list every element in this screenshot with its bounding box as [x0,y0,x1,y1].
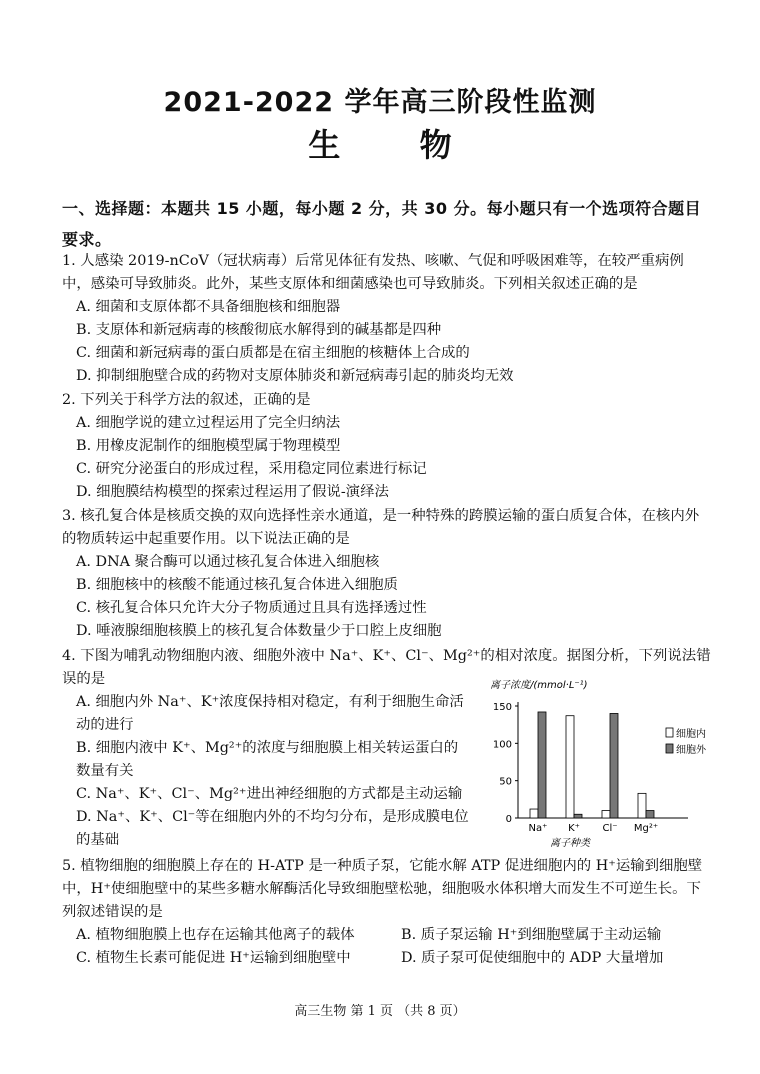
bar-extracellular [574,814,582,818]
question-stem-line2: 误的是 [62,671,106,687]
x-tick-label: Cl⁻ [602,823,618,834]
legend-label: 细胞内 [676,729,706,740]
option-d: D. 细胞膜结构模型的探索过程运用了假说-演绎法 [76,484,389,500]
option-c: C. 研究分泌蛋白的形成过程，采用稳定同位素进行标记 [76,461,427,477]
subject-title: 生 物 [308,126,486,164]
ion-concentration-chart [480,672,720,850]
y-tick-label: 100 [492,739,512,751]
option-c: C. 植物生长素可能促进 H⁺运输到细胞壁中 [76,950,351,966]
option-c: C. 核孔复合体只允许大分子物质通过且具有选择透过性 [76,600,427,616]
x-tick-label: Na⁺ [528,823,548,834]
option-a: A. 细菌和支原体都不具备细胞核和细胞器 [76,299,341,315]
option-b: B. 支原体和新冠病毒的核酸彻底水解得到的碱基都是四种 [76,322,442,338]
bar-extracellular [646,811,654,818]
option-d: D. 唾液腺细胞核膜上的核孔复合体数量少于口腔上皮细胞 [76,623,442,639]
page-footer: 高三生物 第 1 页 （共 8 页） [294,1004,466,1019]
legend-swatch [666,728,673,737]
y-tick-label: 150 [492,702,512,713]
bar-extracellular [538,712,546,818]
option-a: A. DNA 聚合酶可以通过核孔复合体进入细胞核 [76,554,380,570]
question-2 [62,389,712,504]
question-stem: 5. 植物细胞的细胞膜上存在的 H-ATP 是一种质子泵，它能水解 ATP 促进细胞内的 H⁺运输到细胞壁中，H⁺使细胞壁中的某些多糖水解酶活化导致细胞壁松驰，细胞吸水体积增大而发生不可逆生长。下列叙述错误的是 [62,858,703,920]
bar-intracellular [566,716,574,818]
question-stem: 2. 下列关于科学方法的叙述，正确的是 [62,392,311,408]
question-stem: 3. 核孔复合体是核质交换的双向选择性亲水通道，是一种特殊的跨膜运输的蛋白质复合体，在核内外的物质转运中起重要作用。以下说法正确的是 [62,508,700,547]
option-b: B. 细胞内液中 K⁺、Mg²⁺的浓度与细胞膜上相关转运蛋白的数量有关 [76,740,459,779]
question-5 [62,855,712,970]
exam-title: 2021-2022 学年高三阶段性监测 [163,87,597,118]
option-b: B. 质子泵运输 H⁺到细胞壁属于主动运输 [401,927,662,943]
y-tick-label: 50 [499,776,512,788]
bar-extracellular [610,713,618,818]
x-axis-label: 离子种类 [550,838,590,849]
question-1 [62,250,712,388]
legend-label: 细胞外 [676,745,706,756]
y-axis-label: 离子浓度/(mmol·L⁻¹) [490,680,588,691]
option-b: B. 细胞核中的核酸不能通过核孔复合体进入细胞质 [76,577,398,593]
x-tick-label: Mg²⁺ [633,823,659,834]
option-d: D. 质子泵可促使细胞中的 ADP 大量增加 [401,950,664,966]
option-a: A. 细胞内外 Na⁺、K⁺浓度保持相对稳定，有利于细胞生命活动的进行 [76,694,464,733]
bar-intracellular [530,809,538,818]
bar-intracellular [638,793,646,818]
legend-swatch [666,744,673,753]
question-4-options [62,691,472,852]
option-c: C. Na⁺、K⁺、Cl⁻、Mg²⁺进出神经细胞的方式都是主动运输 [76,786,463,802]
option-d: D. 抑制细胞壁合成的药物对支原体肺炎和新冠病毒引起的肺炎均无效 [76,368,514,384]
x-tick-label: K⁺ [568,823,580,834]
option-a: A. 植物细胞膜上也存在运输其他离子的载体 [76,927,355,943]
option-d: D. Na⁺、K⁺、Cl⁻等在细胞内外的不均匀分布，是形成膜电位的基础 [76,809,469,848]
question-stem: 1. 人感染 2019-nCoV（冠状病毒）后常见体征有发热、咳嗽、气促和呼吸困难等，在较严重病例中，感染可导致肺炎。此外，某些支原体和细菌感染也可导致肺炎。下列相关叙述正确的是 [62,253,684,292]
bar-intracellular [602,811,610,818]
question-stem-line1: 4. 下图为哺乳动物细胞内液、细胞外液中 Na⁺、K⁺、Cl⁻、Mg²⁺的相对浓度。据图分析，下列说法错 [62,648,711,664]
question-3 [62,505,712,643]
option-b: B. 用橡皮泥制作的细胞模型属于物理模型 [76,438,341,454]
option-a: A. 细胞学说的建立过程运用了完全归纳法 [76,415,341,431]
y-tick-label: 0 [505,814,512,825]
option-c: C. 细菌和新冠病毒的蛋白质都是在宿主细胞的核糖体上合成的 [76,345,470,361]
section-heading: 一、选择题：本题共 15 小题，每小题 2 分，共 30 分。每小题只有一个选项符合题目要求。 [62,199,702,249]
